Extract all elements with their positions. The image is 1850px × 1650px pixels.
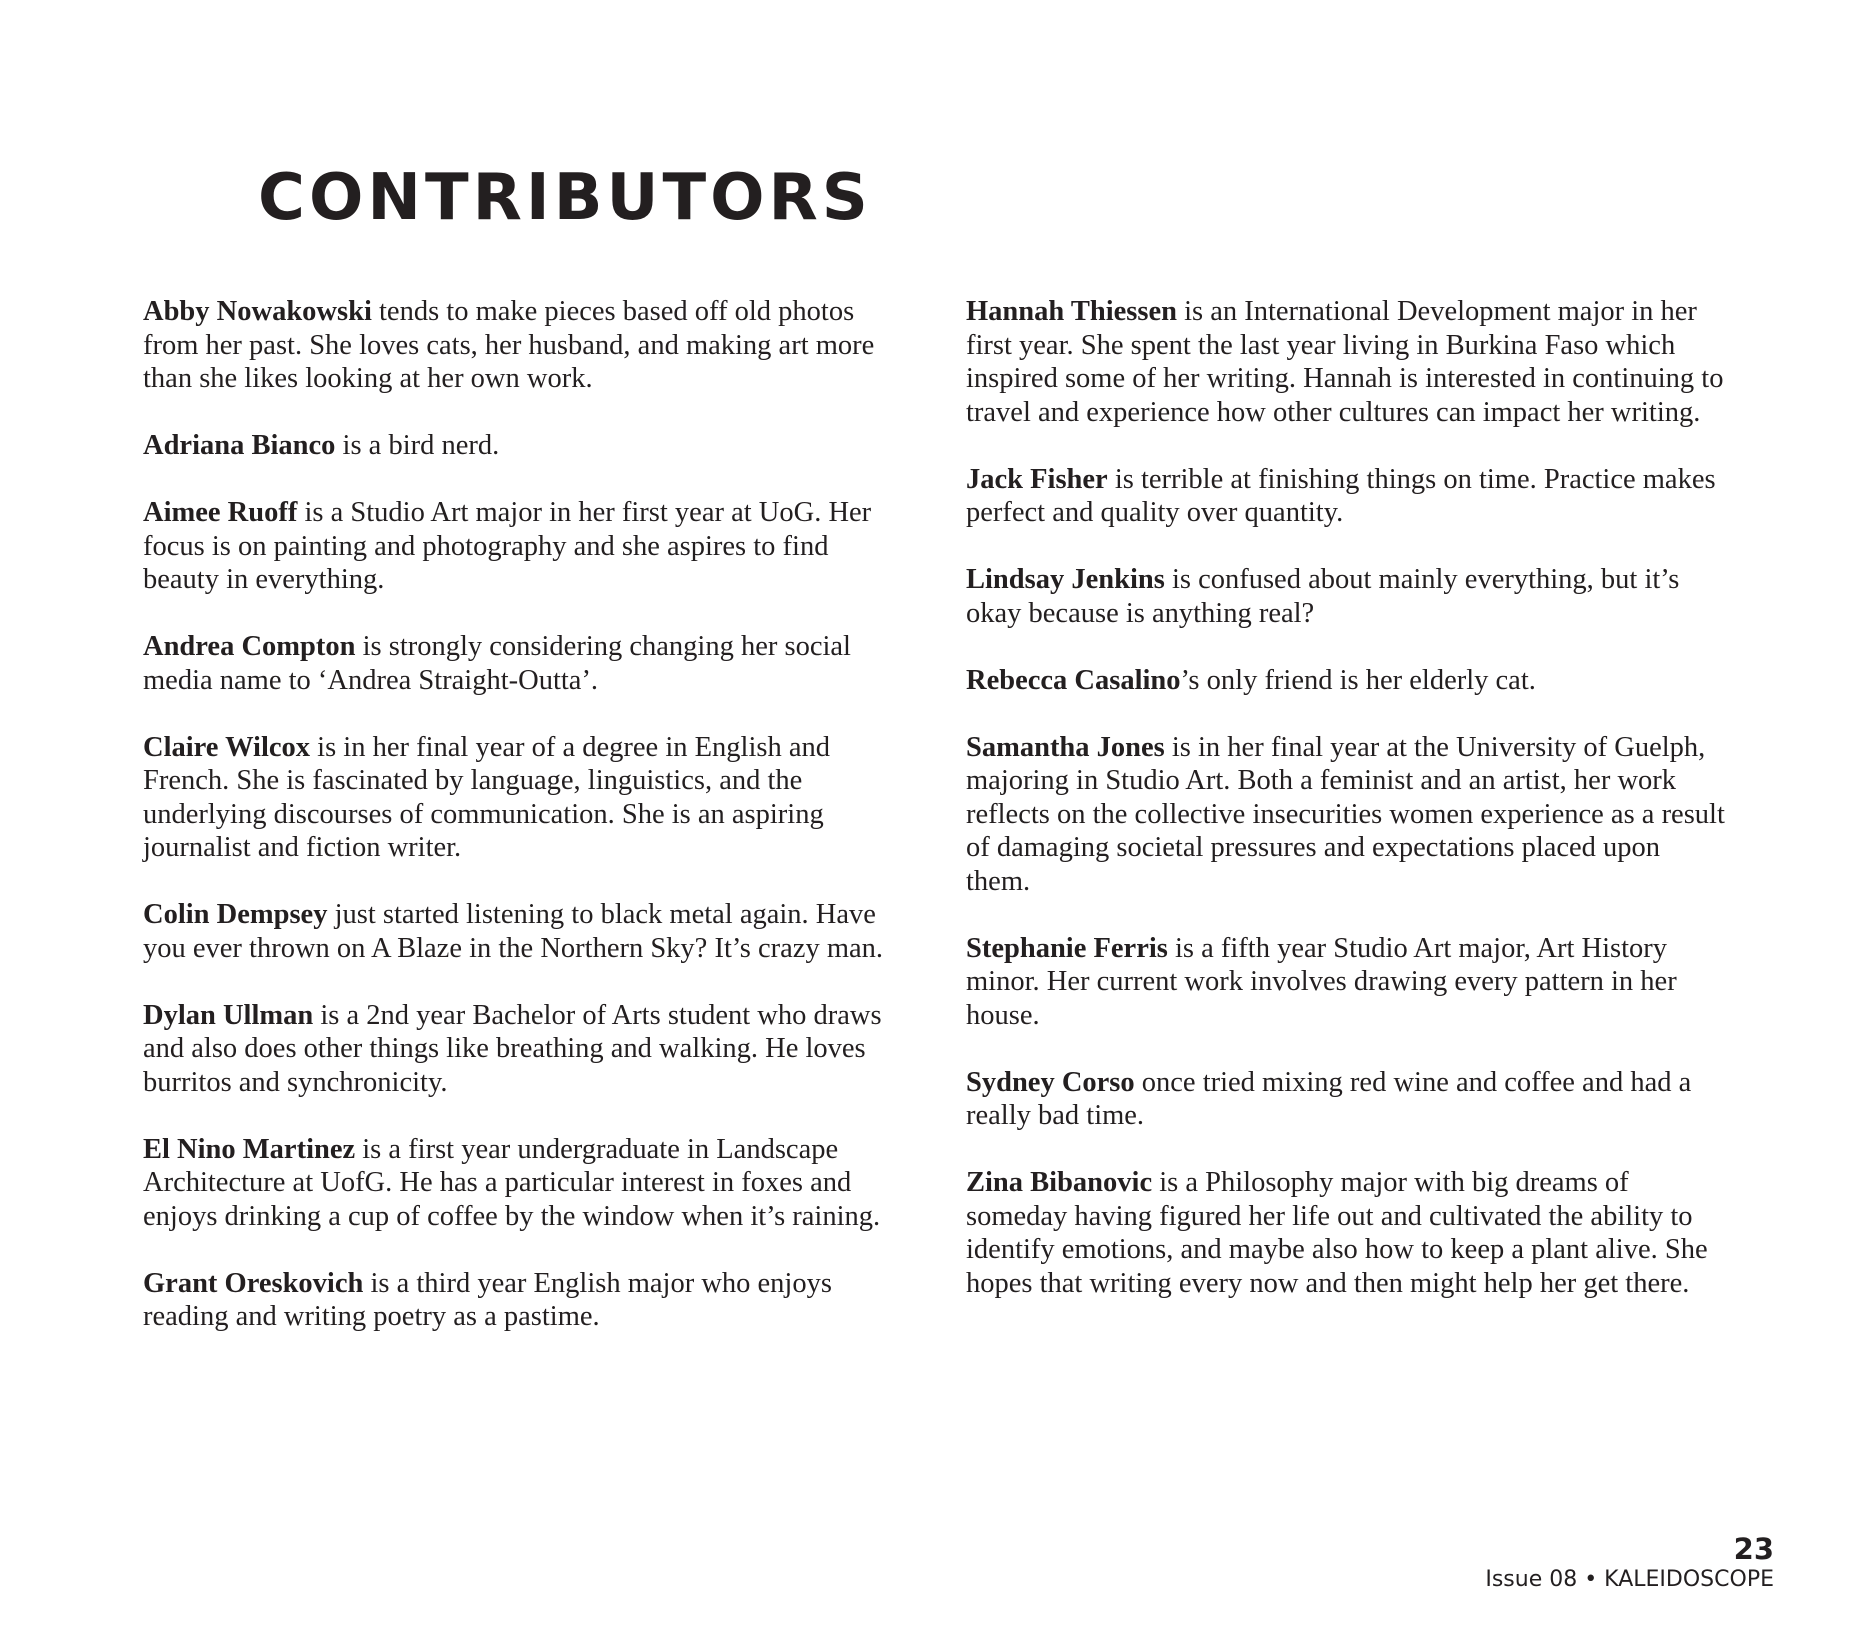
- contributor-entry: [966, 563, 1726, 630]
- contributor-entry: [143, 1133, 888, 1234]
- contributor-bio: is a Philosophy major with big dreams of someday having figured her life out and cultivated the ability to identify emotions, and maybe also how to keep a plant alive. She hopes that writing every now and then might help her get there.: [966, 1167, 1708, 1299]
- contributor-entry: [143, 295, 888, 396]
- contributors-column-right: [966, 295, 1726, 1334]
- contributor-entry: [143, 999, 888, 1100]
- contributor-name: Abby Nowakowski: [143, 296, 372, 327]
- contributor-entry: [966, 932, 1726, 1033]
- contributor-name: Lindsay Jenkins: [966, 564, 1165, 595]
- contributor-bio: tends to make pieces based off old photos from her past. She loves cats, her husband, and making art more than she likes looking at her own work.: [143, 296, 875, 394]
- contributor-name: Jack Fisher: [966, 463, 1108, 495]
- contributor-name: Dylan Ullman: [143, 999, 314, 1031]
- contributor-bio: is a fifth year Studio Art major, Art History minor. Her current work involves drawing every pattern in her house.: [966, 932, 1677, 1031]
- contributor-entry: [966, 1166, 1726, 1300]
- contributor-bio: is in her final year at the University of Guelph, majoring in Studio Art. Both a feminist and an artist, her work reflects on the collective insecurities women experience as a result of damaging societal pressures and expectations placed upon them.: [966, 731, 1725, 897]
- contributor-entry: [966, 1066, 1726, 1133]
- contributor-name: El Nino Martinez: [143, 1133, 356, 1165]
- contributor-name: Adriana Bianco: [143, 430, 336, 461]
- contributor-name: Zina Bibanovic: [966, 1167, 1153, 1198]
- contributor-bio: is a first year undergraduate in Landscape Architecture at UofG. He has a particular interest in foxes and enjoys drinking a cup of coffee by the window when it’s raining.: [143, 1133, 881, 1232]
- contributor-bio: is a third year English major who enjoys reading and writing poetry as a pastime.: [143, 1267, 832, 1332]
- contributor-bio: is in her final year of a degree in English and French. She is fascinated by language, linguistics, and the underlying discourses of communication. She is an aspiring journalist and fiction writer.: [143, 731, 830, 863]
- contributor-entry: [966, 731, 1726, 899]
- contributor-name: Claire Wilcox: [143, 731, 311, 763]
- contributor-bio: once tried mixing red wine and coffee and had a really bad time.: [966, 1066, 1692, 1131]
- contributor-entry: [143, 898, 888, 965]
- contributor-bio: is terrible at finishing things on time. Practice makes perfect and quality over quantity.: [966, 463, 1716, 528]
- contributor-bio: is an International Development major in her first year. She spent the last year living in Burkina Faso which inspired some of her writing. Hannah is interested in continuing to travel and experience how other cultures can impact her writing.: [966, 296, 1724, 428]
- contributor-entry: [143, 731, 888, 865]
- contributor-name: Rebecca Casalino: [966, 664, 1181, 696]
- contributor-entry: [143, 496, 888, 597]
- page-footer: [1485, 1532, 1774, 1594]
- contributor-entry: [143, 1267, 888, 1334]
- contributor-name: Colin Dempsey: [143, 899, 328, 930]
- contributor-bio: is a Studio Art major in her first year at UoG. Her focus is on painting and photography and she aspires to find beauty in everything.: [143, 497, 872, 595]
- contributor-bio: ’s only friend is her elderly cat.: [1180, 664, 1536, 696]
- contributor-name: Grant Oreskovich: [143, 1267, 364, 1299]
- contributors-column-left: [143, 295, 888, 1367]
- page-title: CONTRIBUTORS: [258, 161, 872, 235]
- contributor-entry: [966, 664, 1726, 698]
- contributor-name: Hannah Thiessen: [966, 296, 1177, 327]
- contributor-name: Andrea Compton: [143, 631, 356, 662]
- contributor-entry: [966, 463, 1726, 530]
- contributor-bio: just started listening to black metal again. Have you ever thrown on A Blaze in the Northern Sky? It’s crazy man.: [143, 899, 884, 964]
- contributor-entry: [143, 429, 888, 463]
- issue-line: Issue 08 • KALEIDOSCOPE: [1485, 1567, 1774, 1592]
- contributor-bio: is strongly considering changing her social media name to ‘Andrea Straight-Outta’.: [143, 631, 851, 696]
- contributor-bio: is a 2nd year Bachelor of Arts student who draws and also does other things like breathing and walking. He loves burritos and synchronicity.: [143, 999, 882, 1098]
- page-number: 23: [1733, 1532, 1774, 1566]
- contributor-bio: is a bird nerd.: [335, 430, 500, 461]
- contributor-name: Aimee Ruoff: [143, 497, 298, 528]
- contributor-name: Stephanie Ferris: [966, 932, 1168, 964]
- contributor-bio: is confused about mainly everything, but it’s okay because is anything real?: [966, 564, 1680, 629]
- contributor-name: Sydney Corso: [966, 1066, 1135, 1098]
- contributor-name: Samantha Jones: [966, 731, 1165, 763]
- contributor-entry: [966, 295, 1726, 429]
- contributor-entry: [143, 630, 888, 697]
